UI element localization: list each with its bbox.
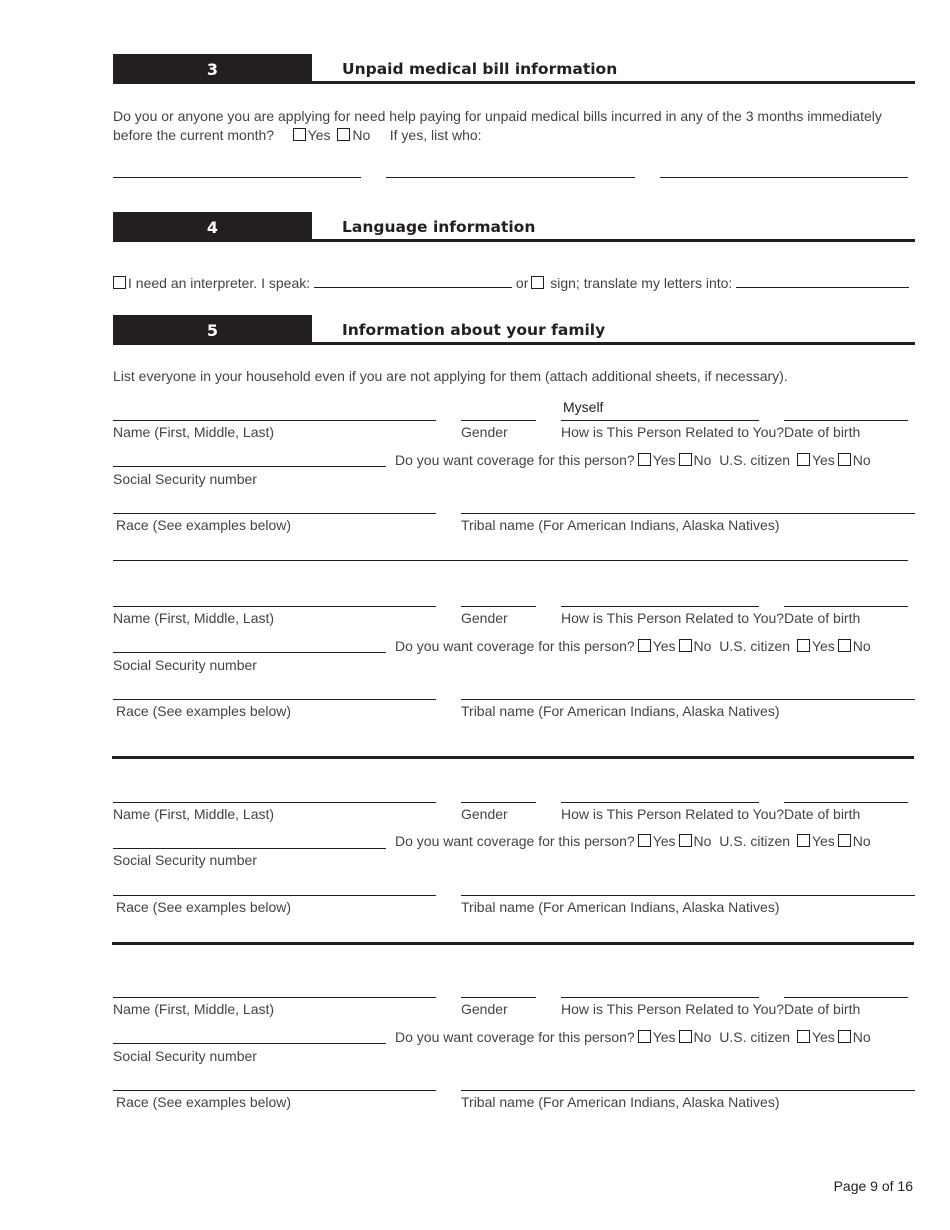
ssn-line[interactable] xyxy=(113,652,386,653)
citizen-yes-checkbox[interactable] xyxy=(797,1030,810,1043)
unpaid-bills-no-checkbox[interactable] xyxy=(337,128,350,141)
coverage-yes-checkbox[interactable] xyxy=(638,1030,651,1043)
section-3-rule xyxy=(312,81,915,84)
coverage-row: Do you want coverage for this person? Yes No U.S. citizen Yes No xyxy=(395,638,871,654)
language-spoken-field[interactable] xyxy=(314,275,512,288)
race-line[interactable] xyxy=(113,1090,436,1091)
section-5-rule xyxy=(312,342,915,345)
dob-label: Date of birth xyxy=(784,610,861,626)
section-3-question: Do you or anyone you are applying for need help paying for unpaid medical bills incurred in any of the 3 months immediately before the current month? Yes No If yes, list who: xyxy=(113,108,882,143)
coverage-no-checkbox[interactable] xyxy=(679,639,692,652)
dob-line[interactable] xyxy=(784,802,908,803)
tribal-line[interactable] xyxy=(461,1090,915,1091)
section-4-number: 4 xyxy=(113,212,312,242)
ssn-line[interactable] xyxy=(113,848,386,849)
name-label: Name (First, Middle, Last) xyxy=(113,610,275,626)
coverage-yes-checkbox[interactable] xyxy=(638,834,651,847)
sign-checkbox[interactable] xyxy=(531,276,544,289)
gender-line[interactable] xyxy=(461,802,536,803)
gender-line[interactable] xyxy=(461,420,536,421)
relation-line[interactable] xyxy=(561,606,759,607)
tribal-line[interactable] xyxy=(461,513,915,514)
citizen-no-checkbox[interactable] xyxy=(838,834,851,847)
name-label: Name (First, Middle, Last) xyxy=(113,424,275,440)
relation-line[interactable] xyxy=(561,997,759,998)
race-label: Race (See examples below) xyxy=(116,517,292,533)
ssn-label: Social Security number xyxy=(113,1048,257,1064)
coverage-row: Do you want coverage for this person? Yes No U.S. citizen Yes No xyxy=(395,833,871,849)
gender-label: Gender xyxy=(461,610,508,626)
name-label: Name (First, Middle, Last) xyxy=(113,806,275,822)
tribal-label: Tribal name (For American Indians, Alaska Natives) xyxy=(461,899,780,915)
race-line[interactable] xyxy=(113,513,436,514)
coverage-row: Do you want coverage for this person? Yes No U.S. citizen Yes No xyxy=(395,1029,871,1045)
coverage-yes-checkbox[interactable] xyxy=(638,453,651,466)
relation-line[interactable] xyxy=(561,420,759,421)
letters-language-field[interactable] xyxy=(736,275,909,288)
section-4-rule xyxy=(312,239,915,242)
name-line[interactable] xyxy=(113,802,436,803)
tribal-label: Tribal name (For American Indians, Alaska Natives) xyxy=(461,517,780,533)
relation-line[interactable] xyxy=(561,802,759,803)
dob-label: Date of birth xyxy=(784,806,861,822)
section-4-title: Language information xyxy=(342,218,536,236)
dob-label: Date of birth xyxy=(784,1001,861,1017)
name-label: Name (First, Middle, Last) xyxy=(113,1001,275,1017)
section-3-title: Unpaid medical bill information xyxy=(342,60,618,78)
coverage-no-checkbox[interactable] xyxy=(679,453,692,466)
relation-label: How is This Person Related to You? xyxy=(561,424,785,440)
section-3-number: 3 xyxy=(113,54,312,84)
dob-line[interactable] xyxy=(784,606,908,607)
unpaid-bills-yes-checkbox[interactable] xyxy=(293,128,306,141)
language-row: I need an interpreter. I speak: or sign; translate my letters into: xyxy=(113,275,909,291)
dob-line[interactable] xyxy=(784,997,908,998)
who-line-2[interactable] xyxy=(386,177,635,178)
section-5-number: 5 xyxy=(113,315,312,345)
citizen-no-checkbox[interactable] xyxy=(838,453,851,466)
citizen-yes-checkbox[interactable] xyxy=(797,453,810,466)
tribal-label: Tribal name (For American Indians, Alaska Natives) xyxy=(461,703,780,719)
who-line-3[interactable] xyxy=(660,177,908,178)
name-line[interactable] xyxy=(113,997,436,998)
gender-label: Gender xyxy=(461,424,508,440)
ssn-label: Social Security number xyxy=(113,471,257,487)
name-line[interactable] xyxy=(113,420,436,421)
dob-label: Date of birth xyxy=(784,424,861,440)
citizen-yes-checkbox[interactable] xyxy=(797,834,810,847)
coverage-row: Do you want coverage for this person? Yes No U.S. citizen Yes No xyxy=(395,452,871,468)
dob-line[interactable] xyxy=(784,420,908,421)
section-5-intro: List everyone in your household even if you are not applying for them (attach additional sheets, if necessary). xyxy=(113,368,788,384)
race-label: Race (See examples below) xyxy=(116,703,292,719)
person-divider xyxy=(112,942,914,945)
coverage-no-checkbox[interactable] xyxy=(679,1030,692,1043)
interpreter-checkbox[interactable] xyxy=(113,276,126,289)
gender-label: Gender xyxy=(461,806,508,822)
gender-label: Gender xyxy=(461,1001,508,1017)
ssn-label: Social Security number xyxy=(113,657,257,673)
person-divider xyxy=(112,756,914,759)
coverage-no-checkbox[interactable] xyxy=(679,834,692,847)
ssn-label: Social Security number xyxy=(113,852,257,868)
tribal-label: Tribal name (For American Indians, Alaska Natives) xyxy=(461,1094,780,1110)
relation-value-myself: Myself xyxy=(563,399,604,415)
race-line[interactable] xyxy=(113,895,436,896)
race-label: Race (See examples below) xyxy=(116,899,292,915)
name-line[interactable] xyxy=(113,606,436,607)
section-5-title: Information about your family xyxy=(342,321,606,339)
relation-label: How is This Person Related to You? xyxy=(561,806,785,822)
citizen-no-checkbox[interactable] xyxy=(838,1030,851,1043)
citizen-no-checkbox[interactable] xyxy=(838,639,851,652)
race-label: Race (See examples below) xyxy=(116,1094,292,1110)
relation-label: How is This Person Related to You? xyxy=(561,610,785,626)
coverage-yes-checkbox[interactable] xyxy=(638,639,651,652)
who-line-1[interactable] xyxy=(113,177,361,178)
race-line[interactable] xyxy=(113,699,436,700)
ssn-line[interactable] xyxy=(113,466,386,467)
relation-label: How is This Person Related to You? xyxy=(561,1001,785,1017)
gender-line[interactable] xyxy=(461,997,536,998)
gender-line[interactable] xyxy=(461,606,536,607)
ssn-line[interactable] xyxy=(113,1043,386,1044)
tribal-line[interactable] xyxy=(461,699,915,700)
person-divider xyxy=(113,560,908,561)
page-number: Page 9 of 16 xyxy=(833,1178,913,1194)
citizen-yes-checkbox[interactable] xyxy=(797,639,810,652)
tribal-line[interactable] xyxy=(461,895,915,896)
